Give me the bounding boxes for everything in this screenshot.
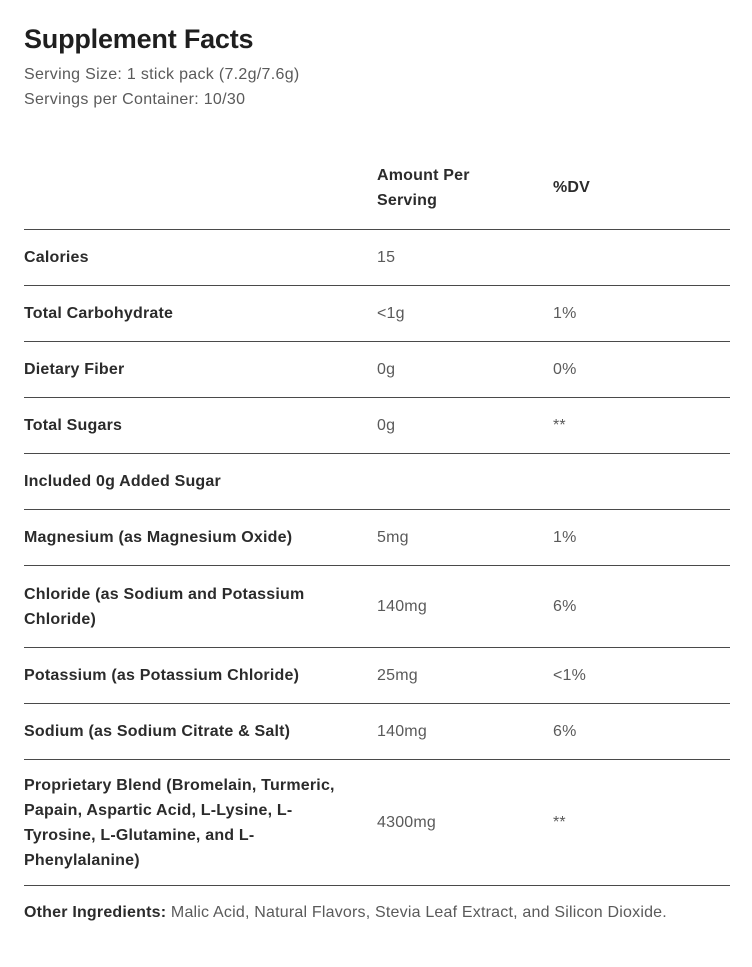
row-dv: ** bbox=[553, 814, 566, 831]
table-row bbox=[24, 760, 730, 886]
table-row bbox=[24, 648, 730, 704]
other-ingredients-text: Malic Acid, Natural Flavors, Stevia Leaf Extract, and Silicon Dioxide. bbox=[166, 904, 667, 921]
table-row bbox=[24, 704, 730, 760]
table-row bbox=[24, 286, 730, 342]
row-name: Included 0g Added Sugar bbox=[24, 473, 221, 490]
row-name: Chloride (as Sodium and Potassium Chloride) bbox=[24, 585, 305, 628]
row-amount: 4300mg bbox=[377, 814, 437, 831]
row-dv: 1% bbox=[553, 529, 577, 546]
row-amount: <1g bbox=[377, 305, 405, 322]
serving-size: Serving Size: 1 stick pack (7.2g/7.6g) bbox=[24, 66, 300, 83]
row-amount: 0g bbox=[377, 361, 396, 378]
row-amount: 0g bbox=[377, 417, 396, 434]
table-row bbox=[24, 342, 730, 398]
table-row bbox=[24, 510, 730, 566]
table-row bbox=[24, 230, 730, 286]
nutrition-table bbox=[24, 146, 730, 886]
table-header-row bbox=[24, 146, 730, 230]
row-amount: 15 bbox=[377, 249, 396, 266]
page-title: Supplement Facts bbox=[24, 24, 254, 54]
table-row bbox=[24, 398, 730, 454]
serving-info bbox=[24, 62, 730, 112]
servings-per-container: Servings per Container: 10/30 bbox=[24, 91, 246, 108]
row-amount: 140mg bbox=[377, 723, 427, 740]
row-name: Total Sugars bbox=[24, 417, 123, 434]
row-name: Dietary Fiber bbox=[24, 361, 125, 378]
row-name: Total Carbohydrate bbox=[24, 305, 174, 322]
other-ingredients-label: Other Ingredients: bbox=[24, 904, 167, 921]
row-name: Sodium (as Sodium Citrate & Salt) bbox=[24, 723, 291, 740]
row-amount: 5mg bbox=[377, 529, 409, 546]
row-dv: 1% bbox=[553, 305, 577, 322]
row-dv: 6% bbox=[553, 723, 577, 740]
other-ingredients bbox=[24, 900, 730, 925]
supplement-facts-panel bbox=[24, 20, 730, 925]
table-row bbox=[24, 566, 730, 648]
row-name: Potassium (as Potassium Chloride) bbox=[24, 667, 300, 684]
row-dv: 0% bbox=[553, 361, 577, 378]
row-dv: 6% bbox=[553, 598, 577, 615]
row-amount: 25mg bbox=[377, 667, 418, 684]
row-name: Calories bbox=[24, 249, 89, 266]
row-name: Magnesium (as Magnesium Oxide) bbox=[24, 529, 293, 546]
row-name: Proprietary Blend (Bromelain, Turmeric, Papain, Aspartic Acid, L-Lysine, L-Tyrosine, L-Glutamine, and L-Phenylalanine) bbox=[24, 776, 335, 869]
row-dv: <1% bbox=[553, 667, 587, 684]
header-dv: %DV bbox=[553, 179, 591, 196]
row-amount: 140mg bbox=[377, 598, 427, 615]
header-amount: Amount Per Serving bbox=[377, 166, 470, 209]
table-row bbox=[24, 454, 730, 510]
row-dv: ** bbox=[553, 417, 566, 434]
